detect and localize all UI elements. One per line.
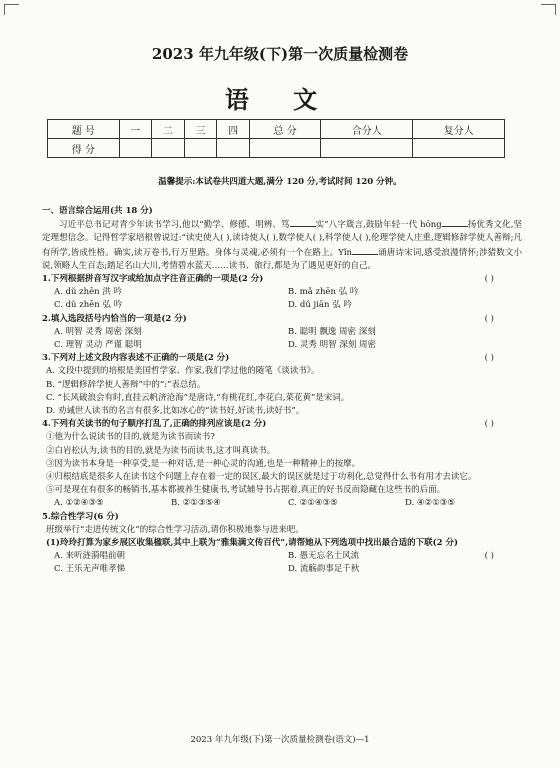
reading-passage bbox=[42, 218, 522, 273]
score-table-cell: 四 bbox=[217, 120, 250, 139]
question-2-options bbox=[42, 326, 522, 352]
option-c[interactable]: C. dǔ zhēn 弘 吟 bbox=[54, 300, 123, 311]
answer-paren[interactable]: ( ) bbox=[484, 313, 494, 324]
score-table-score-row bbox=[48, 139, 505, 158]
question-5-intro: 班级举行“走进传统文化”的综合性学习活动,请你积极地参与进来吧。 bbox=[46, 524, 304, 535]
fill-blank[interactable] bbox=[442, 218, 468, 227]
option-d[interactable]: D. ④②①③⑤ bbox=[405, 498, 456, 509]
score-table-cell: 三 bbox=[184, 120, 217, 139]
crop-mark bbox=[541, 4, 556, 15]
question-stem: (1)玲玲打算为家乡展区收集楹联,其中上联为“雅集满文传百代”,请帮她从下列选项中找出最合适的下联(2 分) bbox=[46, 538, 459, 549]
option-b[interactable]: B. “逻辑修辞学使人善辩”中的“:”表总结。 bbox=[46, 379, 206, 390]
option-b[interactable]: B. 愚无忘名士风流 bbox=[288, 551, 360, 562]
answer-paren[interactable]: ( ) bbox=[484, 551, 494, 562]
score-entry-cell[interactable] bbox=[413, 139, 505, 158]
question-5: 5.综合性学习(6 分) bbox=[42, 511, 119, 522]
question-2 bbox=[42, 313, 522, 326]
score-entry-cell[interactable] bbox=[321, 139, 413, 158]
passage-text: 诵唐诗宋词,感受浪漫情怀;涉猎数文小说,领略人生百态;踏足名山大川,考情碧水蓝天……读书、旅行,都是为了遇见更好的自己。 bbox=[42, 247, 522, 271]
question-4-sentences bbox=[42, 431, 522, 497]
passage-text: 扬优秀文化,坚定理想信念。记得哲学家培根曾说过:“读史使人( ),读诗使人( ),数学使人( ),科学使人( ),伦理学使人庄重,逻辑修辞学使人善辩;凡有所学,皆成性格。确实,读万卷书,行万里路。身体与灵魂,必须有一个在路上。Yǐn bbox=[42, 220, 523, 258]
option-a[interactable]: A. 来听涟漪唱前朝 bbox=[54, 551, 126, 562]
score-table-cell: 题 号 bbox=[48, 120, 120, 139]
question-stem: 4.下列有关读书的句子顺序打乱了,正确的排列应该是(2 分) bbox=[42, 419, 267, 430]
option-c[interactable]: C. 理智 灵动 严谨 聪明 bbox=[54, 340, 142, 351]
score-table-cell: 一 bbox=[119, 120, 152, 139]
option-d[interactable]: D. 灵秀 明智 深刻 周密 bbox=[288, 340, 377, 351]
score-table-header-row bbox=[48, 120, 505, 139]
option-c[interactable]: C. ②①④③⑤ bbox=[288, 498, 338, 509]
fill-blank[interactable] bbox=[352, 246, 378, 255]
question-1-options bbox=[42, 286, 522, 312]
option-d[interactable]: D. 流觞韵事足千秋 bbox=[288, 564, 360, 575]
sentence-1: ①他为什么说读书的目的,就是为读书而读书? bbox=[46, 432, 215, 443]
question-5-options bbox=[42, 550, 522, 576]
score-table bbox=[47, 119, 505, 158]
subject-title: 语 文 bbox=[224, 85, 336, 114]
option-c[interactable]: C. 王乐无声唯孝悌 bbox=[54, 564, 126, 575]
option-a[interactable]: A. ①②④③⑤ bbox=[54, 498, 104, 509]
score-entry-cell[interactable] bbox=[152, 139, 185, 158]
option-c[interactable]: C. “长风破浪会有时,直挂云帆济沧海”是唐诗,“有桃花红,李花白,菜花黄”是宋词。 bbox=[46, 392, 350, 403]
sentence-2: ②白岩松认为,读书的目的,就是为读书而读书,这才叫真读书。 bbox=[46, 445, 276, 456]
question-3-options bbox=[42, 365, 522, 418]
exam-tip: 温馨提示:本试卷共四道大题,满分 120 分,考试时间 120 分钟。 bbox=[158, 177, 402, 187]
crop-mark bbox=[4, 4, 19, 15]
option-b[interactable]: B. mǎ zhēn 弘 吟 bbox=[288, 287, 359, 298]
passage-text: 习近平总书记对青少年读书学习,他以“勤学、修德、明辨、笃 bbox=[59, 220, 290, 231]
section-heading: 一、语言综合运用(共 18 分) bbox=[42, 206, 153, 216]
question-stem: 3.下列对上述文段内容表述不正确的一项是(2 分) bbox=[42, 353, 230, 364]
exam-title: 2023 年九年级(下)第一次质量检测卷 bbox=[151, 45, 409, 63]
passage-text: 实”八字箴言,鼓励年轻一代 hōng bbox=[315, 220, 442, 231]
question-4 bbox=[42, 418, 522, 431]
page-footer: 2023 年九年级(下)第一次质量检测卷(语文)—1 bbox=[190, 735, 370, 745]
sentence-5: ⑤可是现在有很多的畅销书,基本都被养生健康书,考试辅导书占据着,真正的好书反而隐藏在这些书的后面。 bbox=[46, 485, 446, 496]
option-d[interactable]: D. 劝诫世人读书的名言有很多,比如冰心的“读书好,好读书,读好书”。 bbox=[46, 406, 305, 417]
section-1 bbox=[42, 205, 522, 577]
option-a[interactable]: A. dǔ zhēn 洪 吟 bbox=[54, 287, 123, 298]
score-entry-cell[interactable] bbox=[217, 139, 250, 158]
option-a[interactable]: A. 明智 灵秀 周密 深刻 bbox=[54, 326, 142, 337]
question-3 bbox=[42, 352, 522, 365]
score-table-cell: 得 分 bbox=[48, 139, 120, 158]
score-entry-cell[interactable] bbox=[119, 139, 152, 158]
answer-paren[interactable]: ( ) bbox=[484, 274, 494, 285]
score-entry-cell[interactable] bbox=[184, 139, 217, 158]
question-1 bbox=[42, 273, 522, 286]
question-stem: 2.填入选段括号内恰当的一项是(2 分) bbox=[42, 313, 187, 324]
option-b[interactable]: B. ②①③⑤④ bbox=[171, 498, 221, 509]
option-b[interactable]: B. 聪明 飘逸 周密 深刻 bbox=[288, 326, 376, 337]
score-table-cell: 合分人 bbox=[321, 120, 413, 139]
question-4-options bbox=[42, 497, 522, 510]
answer-paren[interactable]: ( ) bbox=[484, 419, 494, 430]
option-d[interactable]: D. dǔ jiān 弘 吟 bbox=[288, 300, 352, 311]
score-table-cell: 二 bbox=[152, 120, 185, 139]
option-a[interactable]: A. 文段中提到的培根是美国哲学家、作家,我们学过他的随笔《谈读书》。 bbox=[46, 366, 320, 377]
score-table-cell: 总 分 bbox=[249, 120, 321, 139]
sentence-3: ③因为读书本身是一种享受,是一种对话,是一种心灵的沟通,也是一种精神上的按摩。 bbox=[46, 458, 361, 469]
question-stem: 1.下列根据拼音写汉字或给加点字注音正确的一项是(2 分) bbox=[42, 274, 264, 285]
answer-paren[interactable]: ( ) bbox=[484, 353, 494, 364]
score-entry-cell[interactable] bbox=[249, 139, 321, 158]
score-table-cell: 复分人 bbox=[413, 120, 505, 139]
fill-blank[interactable] bbox=[290, 218, 316, 227]
sentence-4: ④归根结底是很多人在读书这个问题上存在着一定的误区,最大的误区就是过于功利化,总觉得什么书有用才去读它。 bbox=[46, 472, 477, 483]
